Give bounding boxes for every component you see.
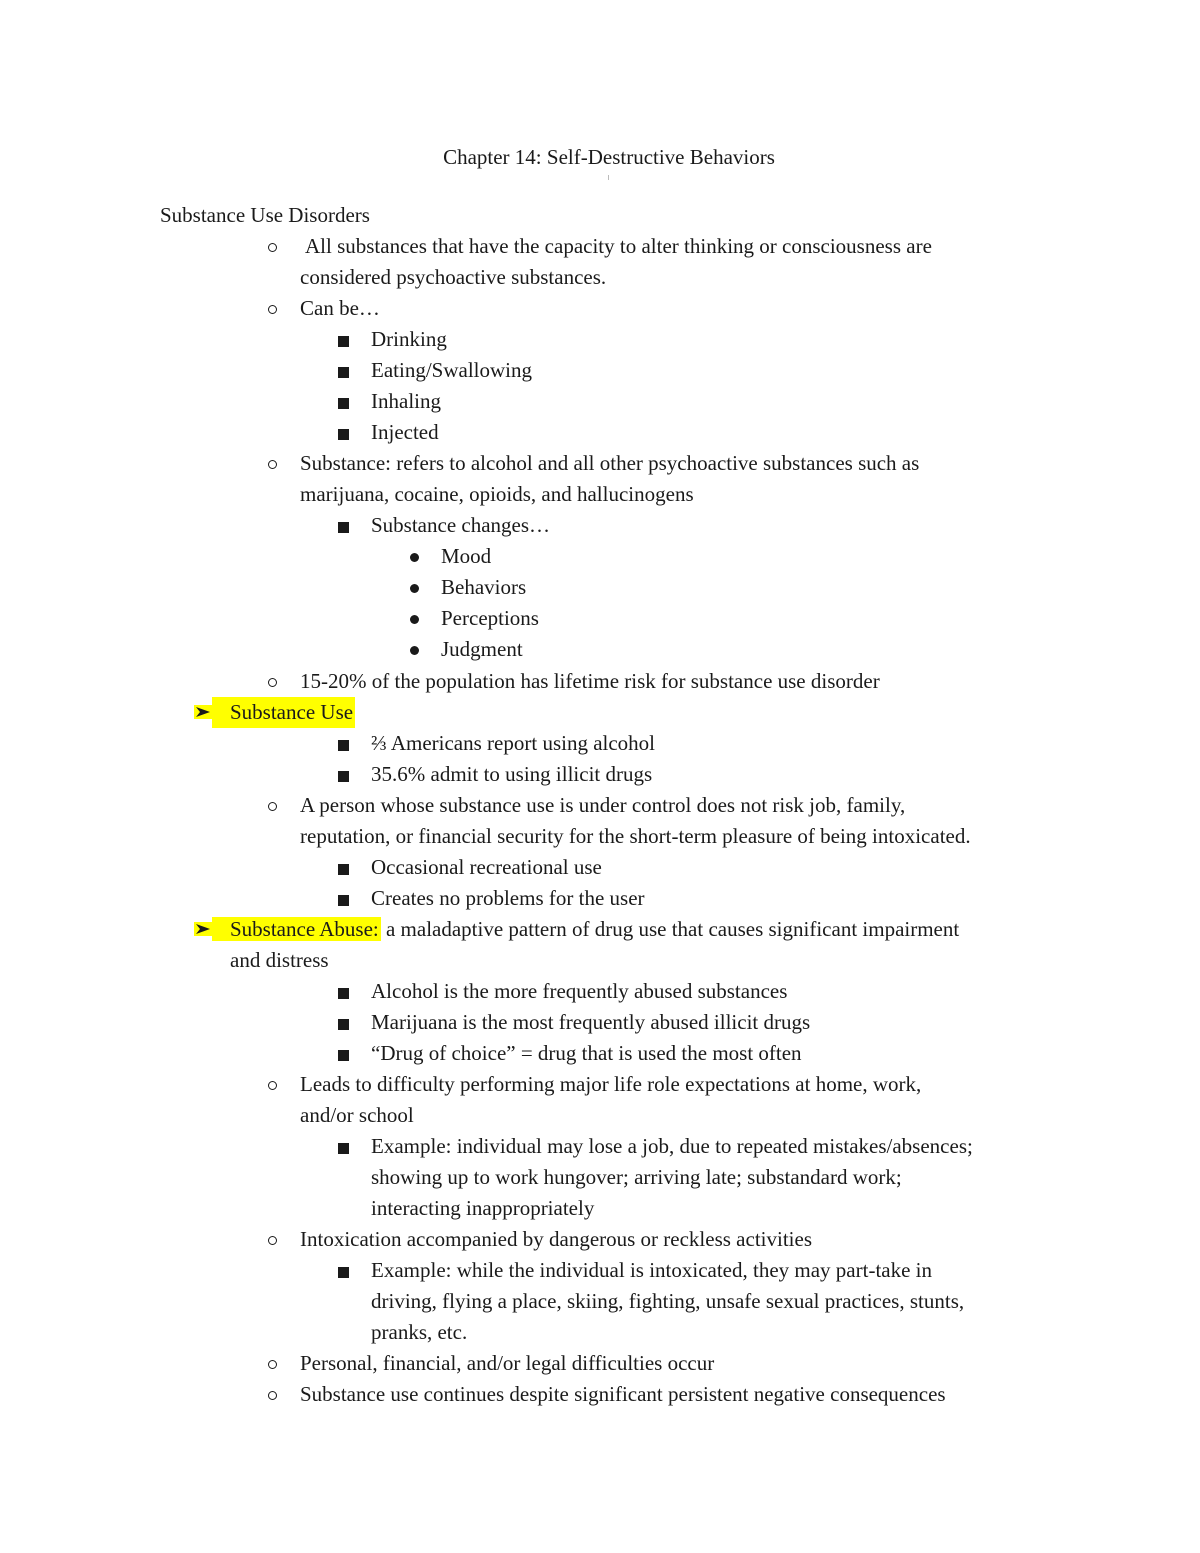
list-item: Example: individual may lose a job, due to repeated mistakes/absences; — [371, 1134, 973, 1158]
list-item: Leads to difficulty performing major life role expectations at home, work, — [300, 1072, 922, 1096]
square-bullet-icon — [338, 522, 349, 533]
list-item-continuation: interacting inappropriately — [371, 1196, 595, 1220]
square-bullet-icon — [338, 336, 349, 347]
highlighted-heading: Substance Use — [212, 697, 355, 728]
highlighted-term: Substance Abuse: — [212, 917, 381, 941]
hollow-circle-bullet-icon — [268, 1081, 277, 1090]
arrowhead-bullet-icon — [194, 705, 212, 719]
definition-text: a maladaptive pattern of drug use that causes significant impairment — [380, 917, 960, 941]
square-bullet-icon — [338, 1019, 349, 1030]
square-bullet-icon — [338, 895, 349, 906]
list-item: A person whose substance use is under control does not risk job, family, — [300, 793, 906, 817]
list-item: Judgment — [441, 637, 523, 661]
square-bullet-icon — [338, 988, 349, 999]
section-heading: Substance Use Disorders — [160, 203, 370, 227]
list-item: Injected — [371, 420, 439, 444]
heading-continuation: and distress — [230, 948, 329, 972]
list-item: Can be… — [300, 296, 380, 320]
dot-bullet-icon — [410, 615, 419, 624]
list-item-continuation: considered psychoactive substances. — [300, 265, 607, 289]
arrowhead-bullet-icon — [194, 922, 212, 936]
hollow-circle-bullet-icon — [268, 305, 277, 314]
square-bullet-icon — [338, 1050, 349, 1061]
hollow-circle-bullet-icon — [268, 802, 277, 811]
hollow-circle-bullet-icon — [268, 460, 277, 469]
square-bullet-icon — [338, 1143, 349, 1154]
list-item: Substance use continues despite significant persistent negative consequences — [300, 1382, 946, 1406]
hollow-circle-bullet-icon — [268, 1360, 277, 1369]
square-bullet-icon — [338, 367, 349, 378]
list-item: Perceptions — [441, 606, 539, 630]
hollow-circle-bullet-icon — [268, 1391, 277, 1400]
list-item-continuation: showing up to work hungover; arriving late; substandard work; — [371, 1165, 902, 1189]
dot-bullet-icon — [410, 553, 419, 562]
list-item: Substance changes… — [371, 513, 551, 537]
list-item: Creates no problems for the user — [371, 886, 645, 910]
square-bullet-icon — [338, 740, 349, 751]
list-item: All substances that have the capacity to alter thinking or consciousness are — [305, 234, 932, 258]
list-item-continuation: and/or school — [300, 1103, 414, 1127]
list-item: “Drug of choice” = drug that is used the most often — [371, 1041, 802, 1065]
list-item: Example: while the individual is intoxicated, they may part-take in — [371, 1258, 933, 1282]
highlighted-heading-line — [212, 914, 959, 945]
list-item: Intoxication accompanied by dangerous or reckless activities — [300, 1227, 812, 1251]
hollow-circle-bullet-icon — [268, 1236, 277, 1245]
list-item: Behaviors — [441, 575, 527, 599]
square-bullet-icon — [338, 771, 349, 782]
hollow-circle-bullet-icon — [268, 678, 277, 687]
list-item: Drinking — [371, 327, 447, 351]
list-item: Marijuana is the most frequently abused illicit drugs — [371, 1010, 811, 1034]
square-bullet-icon — [338, 398, 349, 409]
list-item-continuation: pranks, etc. — [371, 1320, 468, 1344]
square-bullet-icon — [338, 1267, 349, 1278]
list-item: Personal, financial, and/or legal difficulties occur — [300, 1351, 715, 1375]
list-item: ⅔ Americans report using alcohol — [371, 731, 656, 755]
list-item: Inhaling — [371, 389, 441, 413]
list-item: Occasional recreational use — [371, 855, 602, 879]
list-item: Eating/Swallowing — [371, 358, 532, 382]
list-item: Substance: refers to alcohol and all other psychoactive substances such as — [300, 451, 920, 475]
hollow-circle-bullet-icon — [268, 243, 277, 252]
square-bullet-icon — [338, 864, 349, 875]
page-title: Chapter 14: Self-Destructive Behaviors — [443, 145, 775, 169]
list-item: Alcohol is the more frequently abused substances — [371, 979, 788, 1003]
list-item-continuation: reputation, or financial security for the short-term pleasure of being intoxicated. — [300, 824, 971, 848]
list-item: 15-20% of the population has lifetime risk for substance use disorder — [300, 669, 880, 693]
list-item-continuation: marijuana, cocaine, opioids, and hallucinogens — [300, 482, 694, 506]
list-item: Mood — [441, 544, 492, 568]
dot-bullet-icon — [410, 646, 419, 655]
list-item-continuation: driving, flying a place, skiing, fighting, unsafe sexual practices, stunts, — [371, 1289, 965, 1313]
dot-bullet-icon — [410, 584, 419, 593]
cursor-mark — [608, 175, 609, 180]
square-bullet-icon — [338, 429, 349, 440]
list-item: 35.6% admit to using illicit drugs — [371, 762, 653, 786]
